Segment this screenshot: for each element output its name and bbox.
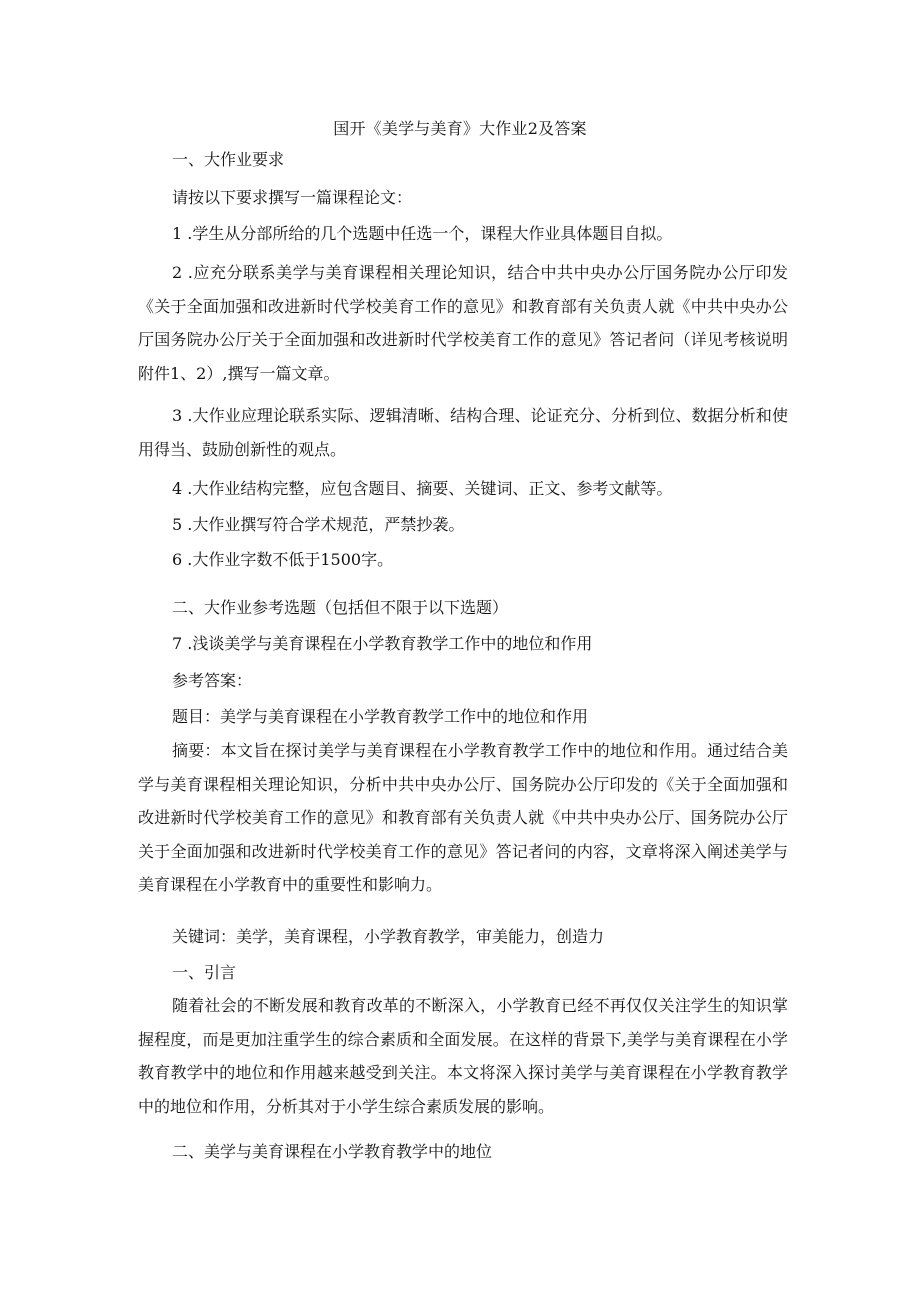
requirement-item-6: 6 .大作业字数不低于1500字。: [172, 550, 394, 569]
requirement-item-3: 3 .大作业应理论联系实际、逻辑清晰、结构合理、论证充分、分析到位、数据分析和使用得当、鼓励创新性的观点。: [138, 406, 788, 459]
requirement-item-2: 2 .应充分联系美学与美育课程相关理论知识，结合中共中央办公厅国务院办公厅印发《关于全面加强和改进新时代学校美育工作的意见》和教育部有关负责人就《中共中央办公厅国务院办公厅关于全面加强和改进新时代学校美育工作的意见》答记者问（详见考核说明附件1、2）,撰写一篇文章。: [138, 263, 788, 383]
requirement-item-1: 1 .学生从分部所给的几个选题中任选一个，课程大作业具体题目自拟。: [172, 224, 673, 243]
section1-heading: 一、大作业要求: [172, 150, 285, 169]
abstract-paragraph: 摘要：本文旨在探讨美学与美育课程在小学教育教学工作中的地位和作用。通过结合美学与美育课程相关理论知识，分析中共中央办公厅、国务院办公厅印发的《关于全面加强和改进新时代学校美育工作的意见》和教育部有关负责人就《中共中央办公厅、国务院办公厅关于全面加强和改进新时代学校美育工作的意见》答记者问的内容，文章将深入阐述美学与美育课程在小学教育中的重要性和影响力。: [138, 741, 788, 894]
requirement-item-5: 5 .大作业撰写符合学术规范，严禁抄袭。: [172, 515, 465, 534]
paper-title: 题目：美学与美育课程在小学教育教学工作中的地位和作用: [172, 707, 589, 726]
intro-paragraph: 随着社会的不断发展和教育改革的不断深入，小学教育已经不再仅仅关注学生的知识掌握程度，而是更加注重学生的综合素质和全面发展。在这样的背景下,美学与美育课程在小学教育教学中的地位和作用越来越受到关注。本文将深入探讨美学与美育课程在小学教育教学中的地位和作用，分析其对于小学生综合素质发展的影响。: [138, 996, 788, 1116]
answer-label: 参考答案：: [172, 671, 253, 690]
topic-item-7: 7 .浅谈美学与美育课程在小学教育教学工作中的地位和作用: [172, 634, 593, 653]
requirement-item-4: 4 .大作业结构完整，应包含题目、摘要、关键词、正文、参考文献等。: [172, 479, 673, 498]
section1-intro: 请按以下要求撰写一篇课程论文：: [172, 188, 413, 207]
document-title: 国开《美学与美育》大作业2及答案: [333, 119, 587, 138]
section2-heading: 二、大作业参考选题（包括但不限于以下选题）: [172, 598, 509, 617]
intro-heading: 一、引言: [172, 963, 237, 982]
keywords-line: 关键词：美学，美育课程，小学教育教学，审美能力，创造力: [172, 927, 605, 946]
next-section-heading: 二、美学与美育课程在小学教育教学中的地位: [172, 1142, 493, 1161]
